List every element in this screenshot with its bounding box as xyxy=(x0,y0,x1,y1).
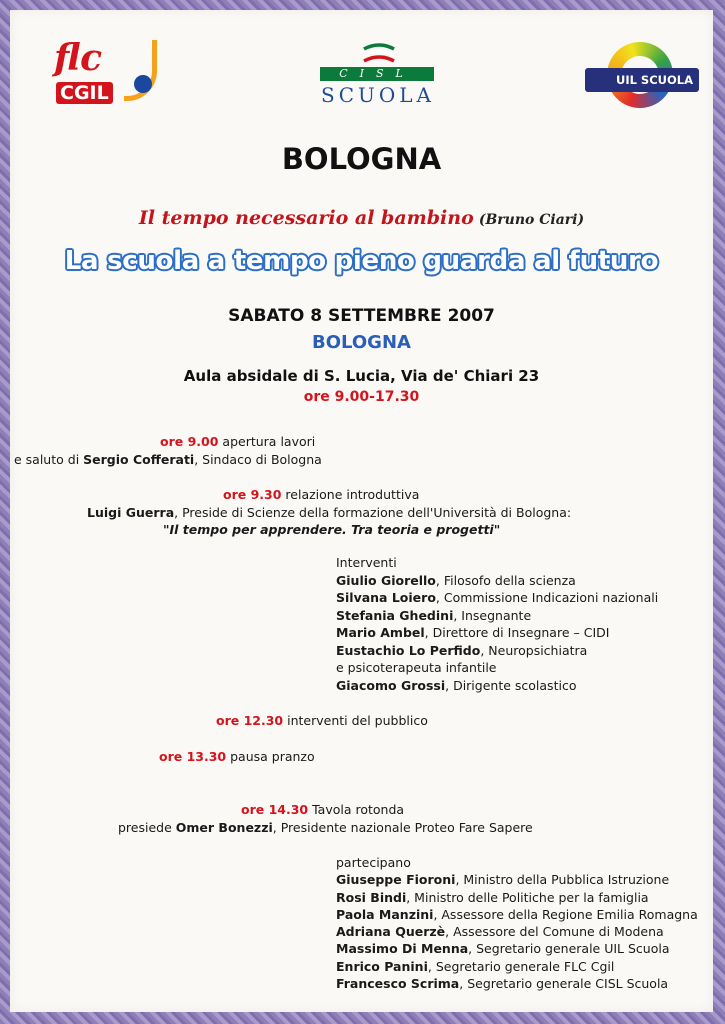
event-venue: Aula absidale di S. Lucia, Via de' Chiari 23 xyxy=(183,367,540,385)
session-title: Tavola rotonda xyxy=(312,802,405,817)
event-date: SABATO 8 SETTEMBRE 2007 xyxy=(228,306,495,326)
chair-prefix: presiede xyxy=(118,820,172,835)
cgil-logo-text: CGIL xyxy=(56,82,113,104)
city-title: BOLOGNA xyxy=(281,142,442,176)
session-time: ore 12.30 xyxy=(216,713,284,728)
flc-dot-icon xyxy=(134,75,152,93)
list-label: partecipano xyxy=(336,855,411,870)
session-title: apertura lavori xyxy=(222,434,316,449)
quote-text: Il tempo necessario al bambino xyxy=(138,207,474,229)
list-item: Paola Manzini, Assessore della Regione Emilia Romagna xyxy=(336,906,698,922)
intro-speaker xyxy=(87,505,571,520)
uil-scuola-logo xyxy=(585,40,701,112)
list-item: Enrico Panini, Segretario generale FLC Cgil xyxy=(336,958,615,974)
list-item: Giuseppe Fioroni, Ministro della Pubblica Istruzione xyxy=(336,872,670,888)
cisl-scuola-logo xyxy=(306,43,450,109)
session-time: ore 9.30 xyxy=(223,487,282,502)
speaker-name: Omer Bonezzi xyxy=(175,820,273,835)
session-title: pausa pranzo xyxy=(230,749,315,764)
list-item: Giulio Giorello, Filosofo della scienza xyxy=(336,572,576,588)
list-item: Massimo Di Menna, Segretario generale UIL Scuola xyxy=(336,941,670,957)
speaker-name: Luigi Guerra xyxy=(87,505,175,520)
list-item: Adriana Querzè, Assessore del Comune di Modena xyxy=(336,924,664,940)
session-time: ore 14.30 xyxy=(241,802,309,817)
quote-line xyxy=(10,207,713,229)
list-item: Stefania Ghedini, Insegnante xyxy=(336,607,532,623)
speaker-role: , Preside di Scienze della formazione dell'Università di Bologna: xyxy=(174,505,572,520)
list-item: Eustachio Lo Perfido, Neuropsichiatra xyxy=(336,642,588,658)
poster-paper xyxy=(10,10,713,1012)
roundtable-chair xyxy=(118,820,533,835)
session-time: ore 9.00 xyxy=(160,434,219,449)
list-label: Interventi xyxy=(336,555,397,570)
session-public xyxy=(216,713,428,728)
session-title: relazione introduttiva xyxy=(285,487,420,502)
event-headline: La scuola a tempo pieno guarda al futuro xyxy=(64,246,659,276)
list-item: Francesco Scrima, Segretario generale CISL Scuola xyxy=(336,976,669,992)
speaker-role: , Presidente nazionale Proteo Fare Sapere xyxy=(272,820,533,835)
cisl-scuola-text: SCUOLA xyxy=(321,83,435,107)
session-roundtable xyxy=(241,802,404,817)
session-intro xyxy=(223,487,419,502)
speaker-role: , Sindaco di Bologna xyxy=(194,452,322,467)
list-item: Giacomo Grossi, Dirigente scolastico xyxy=(336,677,577,693)
opening-greeting xyxy=(14,452,322,467)
partecipano-list xyxy=(336,855,698,993)
uil-scuola-text: UIL SCUOLA xyxy=(585,68,699,92)
flc-logo-text: flc xyxy=(54,37,103,79)
list-item: Silvana Loiero, Commissione Indicazioni nazionali xyxy=(336,590,659,605)
event-city: BOLOGNA xyxy=(312,332,411,353)
session-opening xyxy=(160,434,315,449)
session-lunch xyxy=(159,749,315,764)
flc-cgil-logo xyxy=(52,37,162,110)
list-item: Rosi Bindi, Ministro delle Politiche per la famiglia xyxy=(336,889,649,905)
event-hours: ore 9.00-17.30 xyxy=(303,389,420,405)
session-title: interventi del pubblico xyxy=(287,713,428,728)
session-time: ore 13.30 xyxy=(159,749,227,764)
list-item: e psicoterapeuta infantile xyxy=(336,660,497,675)
intro-talk-title: "Il tempo per apprendere. Tra teoria e progetti" xyxy=(163,522,501,537)
cisl-band: CISL xyxy=(320,67,434,81)
cisl-flag-icon xyxy=(362,43,396,65)
speaker-name: Sergio Cofferati xyxy=(83,452,195,467)
greeting-prefix: e saluto di xyxy=(14,452,80,467)
interventi-list xyxy=(336,555,658,695)
list-item: Mario Ambel, Direttore di Insegnare – CIDI xyxy=(336,625,610,640)
quote-author: (Bruno Ciari) xyxy=(478,212,585,228)
